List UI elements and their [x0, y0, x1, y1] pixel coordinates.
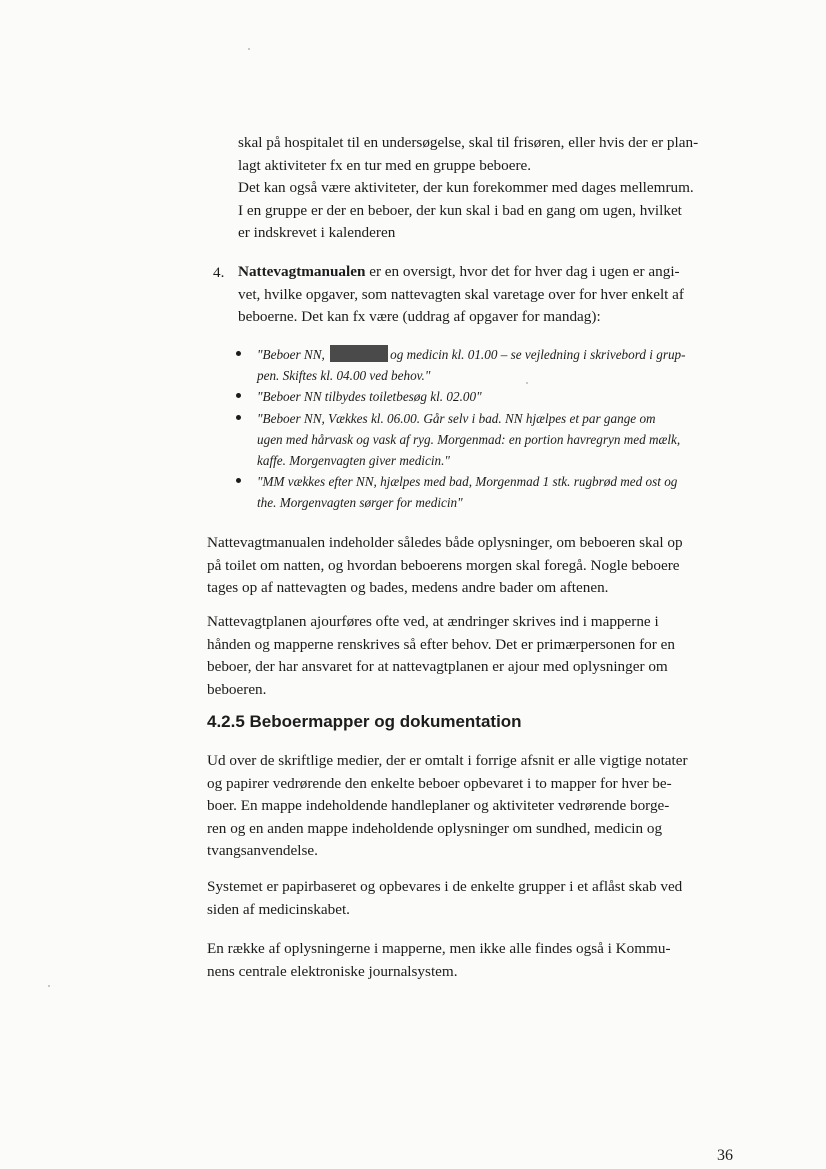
scan-speck [248, 48, 250, 50]
bullet-icon [236, 393, 241, 398]
text-line [238, 261, 742, 284]
text-line: hånden og mapperne renskrives så efter behov. Det er primærpersonen for en [207, 635, 675, 653]
text-line: "Beboer NN tilbydes toiletbesøg kl. 02.00" [257, 389, 482, 405]
text-line: boer. En mappe indeholdende handleplaner og aktiviteter vedrørende borge- [207, 797, 670, 814]
text-line: "Beboer NN, Vækkes kl. 06.00. Går selv i bad. NN hjælpes et par gange om [257, 410, 656, 426]
bullet-icon [236, 351, 241, 356]
text-line: I en gruppe er der en beboer, der kun skal i bad en gang om ugen, hvilket [238, 201, 682, 219]
text-line: på toilet om natten, og hvordan beboerens morgen skal foregå. Nogle beboere [207, 556, 680, 574]
section-heading: 4.2.5 Beboermapper og dokumentation [207, 712, 522, 731]
text-line: tvangsanvendelse. [207, 842, 318, 859]
paragraph-plan [207, 611, 739, 701]
text-line: Nattevagtmanualen indeholder således både oplysninger, om beboeren skal op [207, 534, 683, 551]
text-line: Nattevagtplanen ajourføres ofte ved, at ændringer skrives ind i mapperne i [207, 613, 659, 630]
text-line: skal på hospitalet til en undersøgelse, skal til frisøren, eller hvis der er plan- [238, 134, 699, 151]
text-line: beboer, der har ansvaret for at nattevagtplanen er ajour med oplysninger om [207, 658, 668, 675]
bullet-item [233, 344, 753, 386]
task-bullet-list [233, 344, 753, 514]
bullet-icon [236, 415, 241, 420]
text-line: En række af oplysningerne i mapperne, men ikke alle findes også i Kommu- [207, 940, 671, 957]
text-line: beboerne. Det kan fx være (uddrag af opgaver for mandag): [238, 308, 601, 325]
paragraph-continuation [238, 132, 742, 245]
text-line: og papirer vedrørende den enkelte beboer opbevaret i to mapper for hver be- [207, 774, 672, 792]
text-line: tages op af nattevagten og bades, medens andre bader om aftenen. [207, 579, 609, 596]
redaction-block [330, 345, 388, 362]
list-number: 4. [213, 264, 225, 281]
bullet-item [233, 408, 753, 472]
bullet-icon [236, 478, 241, 483]
text-line: vet, hvilke opgaver, som nattevagten skal varetage over for hver enkelt af [238, 285, 684, 303]
paragraph-manual [207, 532, 739, 600]
text-line: Ud over de skriftlige medier, der er omtalt i forrige afsnit er alle vigtige notater [207, 752, 688, 769]
text-line: nens centrale elektroniske journalsystem. [207, 962, 458, 980]
paragraph-system [207, 876, 739, 921]
paragraph-folders [207, 750, 739, 863]
text-line: siden af medicinskabet. [207, 900, 350, 918]
paragraph-journal [207, 938, 739, 983]
text-line: ugen med hårvask og vask af ryg. Morgenmad: en portion havregryn med mælk, [257, 431, 681, 447]
scan-speck [526, 382, 528, 384]
text-line: er indskrevet i kalenderen [238, 224, 396, 241]
bullet-item [233, 471, 753, 513]
text-fragment: "Beboer NN, [257, 347, 325, 362]
text-line: ren og en anden mappe indeholdende oplysninger om sundhed, medicin og [207, 819, 663, 837]
text-line: lagt aktiviteter fx en tur med en gruppe beboere. [238, 156, 532, 174]
text-line: pen. Skiftes kl. 04.00 ved behov." [257, 368, 431, 384]
text-line: Det kan også være aktiviteter, der kun forekommer med dages mellemrum. [238, 179, 694, 196]
page-number: 36 [717, 1147, 733, 1164]
text-line: "MM vækkes efter NN, hjælpes med bad, Morgenmad 1 stk. rugbrød med ost og [257, 474, 678, 490]
bold-term: Nattevagtmanualen [238, 263, 366, 280]
text-line: the. Morgenvagten sørger for medicin" [257, 495, 463, 511]
text-line: Systemet er papirbaseret og opbevares i de enkelte grupper i et aflåst skab ved [207, 878, 683, 895]
scan-speck [48, 985, 50, 987]
text-line: beboeren. [207, 680, 267, 698]
text-fragment: er en oversigt, hvor det for hver dag i ugen er angi- [365, 263, 680, 280]
bullet-item [233, 386, 753, 407]
text-line: kaffe. Morgenvagten giver medicin." [257, 453, 450, 469]
text-fragment: og medicin kl. 01.00 – se vejledning i skrivebord i grup- [390, 347, 686, 362]
text-line [257, 344, 753, 365]
list-item-nattevagtmanual [238, 261, 742, 329]
